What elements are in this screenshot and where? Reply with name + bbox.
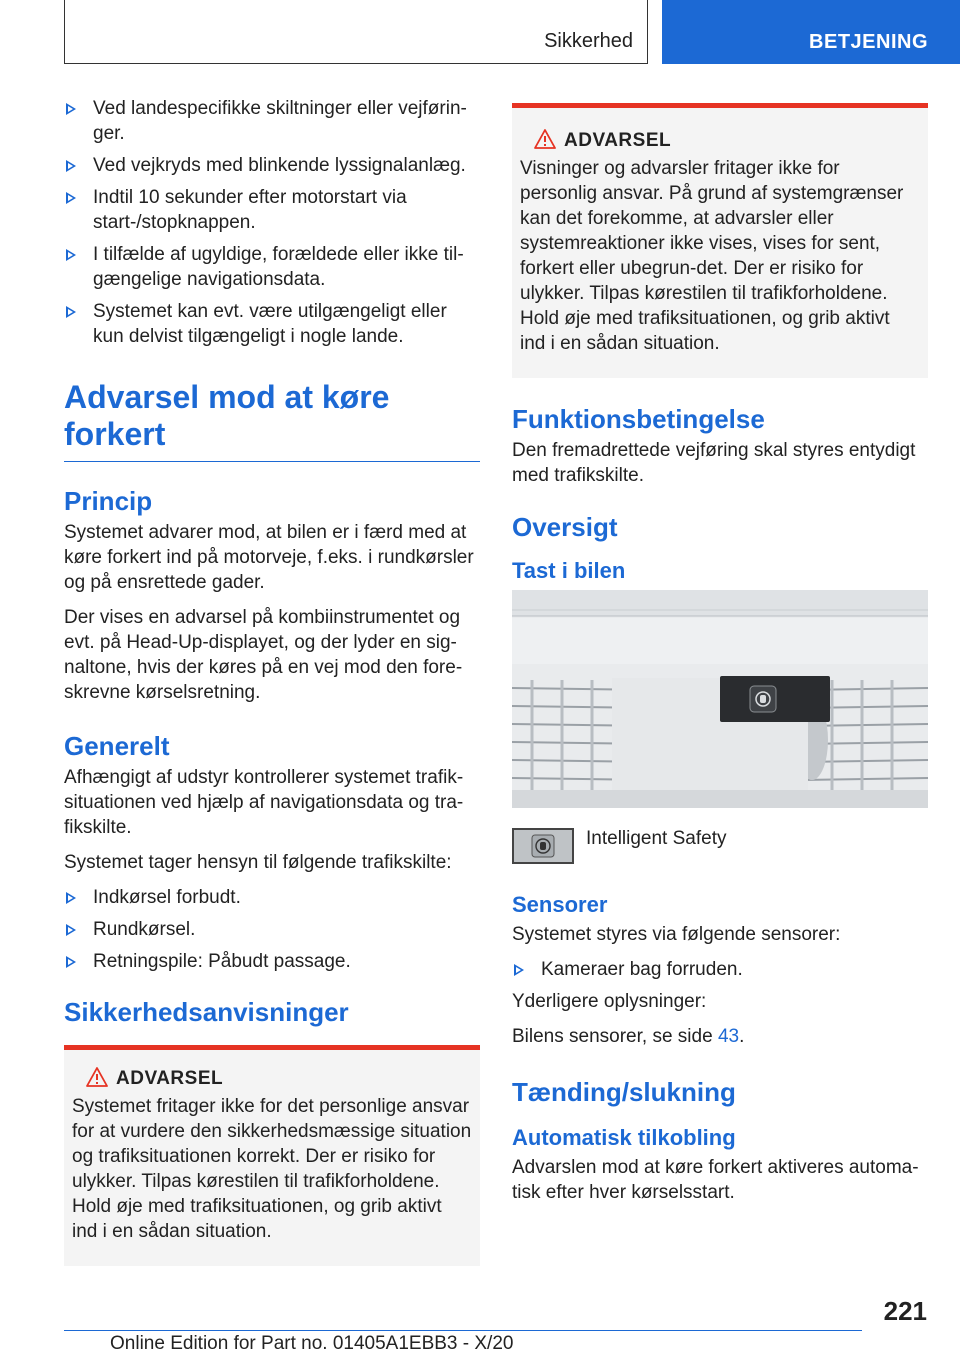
button-legend-row [512, 826, 928, 864]
warning-box [512, 108, 928, 378]
triangle-bullet-icon [66, 956, 76, 968]
triangle-bullet-icon [66, 160, 76, 172]
list-item: Retningspile: Påbudt passage. [64, 949, 480, 974]
chapter-heading: Advarsel mod at køre forkert [64, 379, 390, 452]
dashboard-illustration [512, 590, 928, 808]
warning-triangle-icon [534, 129, 556, 149]
paragraph: Der vises en advarsel på kombiinstrumentet og evt. på Head-Up-displayet, og der lyder en sig-naltone, hvis der køres på en vej mod den fore-skrevne kørselsretning. [64, 607, 463, 703]
section-heading-sikkerhed: Sikkerhedsanvisninger [64, 997, 349, 1027]
header-section-box [64, 0, 648, 64]
intelligent-safety-button-icon [512, 828, 574, 864]
list-item: I tilfælde af ugyldige, forældede eller ikke til-gængelige navigationsdata. [64, 242, 480, 292]
page-link[interactable]: 43 [717, 1026, 740, 1047]
warning-text: Visninger og advarsler fritager ikke for personlig ansvar. På grund af systemgrænser kan det forekomme, at advarsler eller systemreaktioner ikke vises, vises for sent, forkert eller ubegrun-det. Der er risiko for ulykker. Tilpas kørestilen til trafikforholdene. Hold øje med trafiksituationen, og grib aktivt ind i en sådan situation. [520, 158, 904, 354]
header-chapter-tab[interactable] [662, 0, 960, 64]
button-legend-label: Intelligent Safety [586, 828, 727, 849]
subsection-heading-auto: Automatisk tilkobling [512, 1125, 736, 1150]
right-column [512, 103, 928, 1215]
warning-title: ADVARSEL [116, 1068, 472, 1090]
list-item: Ved landespecifikke skiltninger eller vejførin-ger. [64, 96, 480, 146]
triangle-bullet-icon [66, 892, 76, 904]
paragraph: Advarslen mod at køre forkert aktiveres automa-tisk efter hver kørselsstart. [512, 1157, 919, 1203]
warning-triangle-icon [86, 1067, 108, 1087]
list-item: Indkørsel forbudt. [64, 885, 480, 910]
paragraph: Afhængigt af udstyr kontrollerer systemet trafik-situationen ved hjælp af navigationsdata og tra-fikskilte. [64, 767, 464, 838]
list-item: Indtil 10 sekunder efter motorstart via start-/stopknappen. [64, 185, 480, 235]
dashboard-photo [512, 590, 928, 808]
paragraph-crossref: Bilens sensorer, se side 43. [512, 1026, 745, 1047]
warning-text: Systemet fritager ikke for det personlige ansvar for at vurdere den sikkerhedsmæssige situation og trafiksituationen korrekt. Der er risiko for ulykker. Tilpas kørestilen til trafikforholdene. Hold øje med trafiksituationen, og grib aktivt ind i en sådan situation. [72, 1096, 472, 1242]
triangle-bullet-icon [66, 249, 76, 261]
footer-edition: Online Edition for Part no. 01405A1EBB3 - X/20 [110, 1333, 514, 1354]
heading-divider [64, 461, 480, 462]
header-section-title: Sikkerhed [544, 30, 633, 52]
section-heading-funktion: Funktionsbetingelse [512, 404, 765, 434]
paragraph: Systemet styres via følgende sensorer: [512, 924, 841, 945]
triangle-bullet-icon [514, 964, 524, 976]
bullet-list-sensors [512, 957, 928, 982]
triangle-bullet-icon [66, 192, 76, 204]
warning-title: ADVARSEL [564, 130, 920, 152]
triangle-bullet-icon [66, 103, 76, 115]
paragraph: Systemet advarer mod, at bilen er i færd med at køre forkert ind på motorveje, f.eks. i rundkørsler og på ensrettede gader. [64, 522, 474, 593]
subsection-heading-sensorer: Sensorer [512, 892, 608, 917]
paragraph: Systemet tager hensyn til følgende trafikskilte: [64, 852, 452, 873]
section-heading-princip: Princip [64, 486, 153, 516]
triangle-bullet-icon [66, 924, 76, 936]
paragraph: Den fremadrettede vejføring skal styres entydigt med trafikskilte. [512, 440, 916, 486]
footer-divider [64, 1330, 862, 1331]
page-number: 221 [883, 1296, 927, 1326]
header-chapter-label: BETJENING [809, 31, 928, 53]
subsection-heading-tast: Tast i bilen [512, 558, 626, 583]
list-item: Systemet kan evt. være utilgængeligt eller kun delvist tilgængeligt i nogle lande. [64, 299, 480, 349]
triangle-bullet-icon [66, 306, 76, 318]
left-column [64, 96, 480, 1266]
section-heading-generelt: Generelt [64, 731, 170, 761]
bullet-list-signs [64, 885, 480, 974]
list-item: Kameraer bag forruden. [512, 957, 928, 982]
warning-box [64, 1050, 480, 1266]
section-heading-oversigt: Oversigt [512, 512, 618, 542]
list-item: Ved vejkryds med blinkende lyssignalanlæg. [64, 153, 480, 178]
paragraph: Yderligere oplysninger: [512, 991, 707, 1012]
bullet-list-limits [64, 96, 480, 349]
section-heading-taending: Tænding/slukning [512, 1077, 736, 1107]
list-item: Rundkørsel. [64, 917, 480, 942]
